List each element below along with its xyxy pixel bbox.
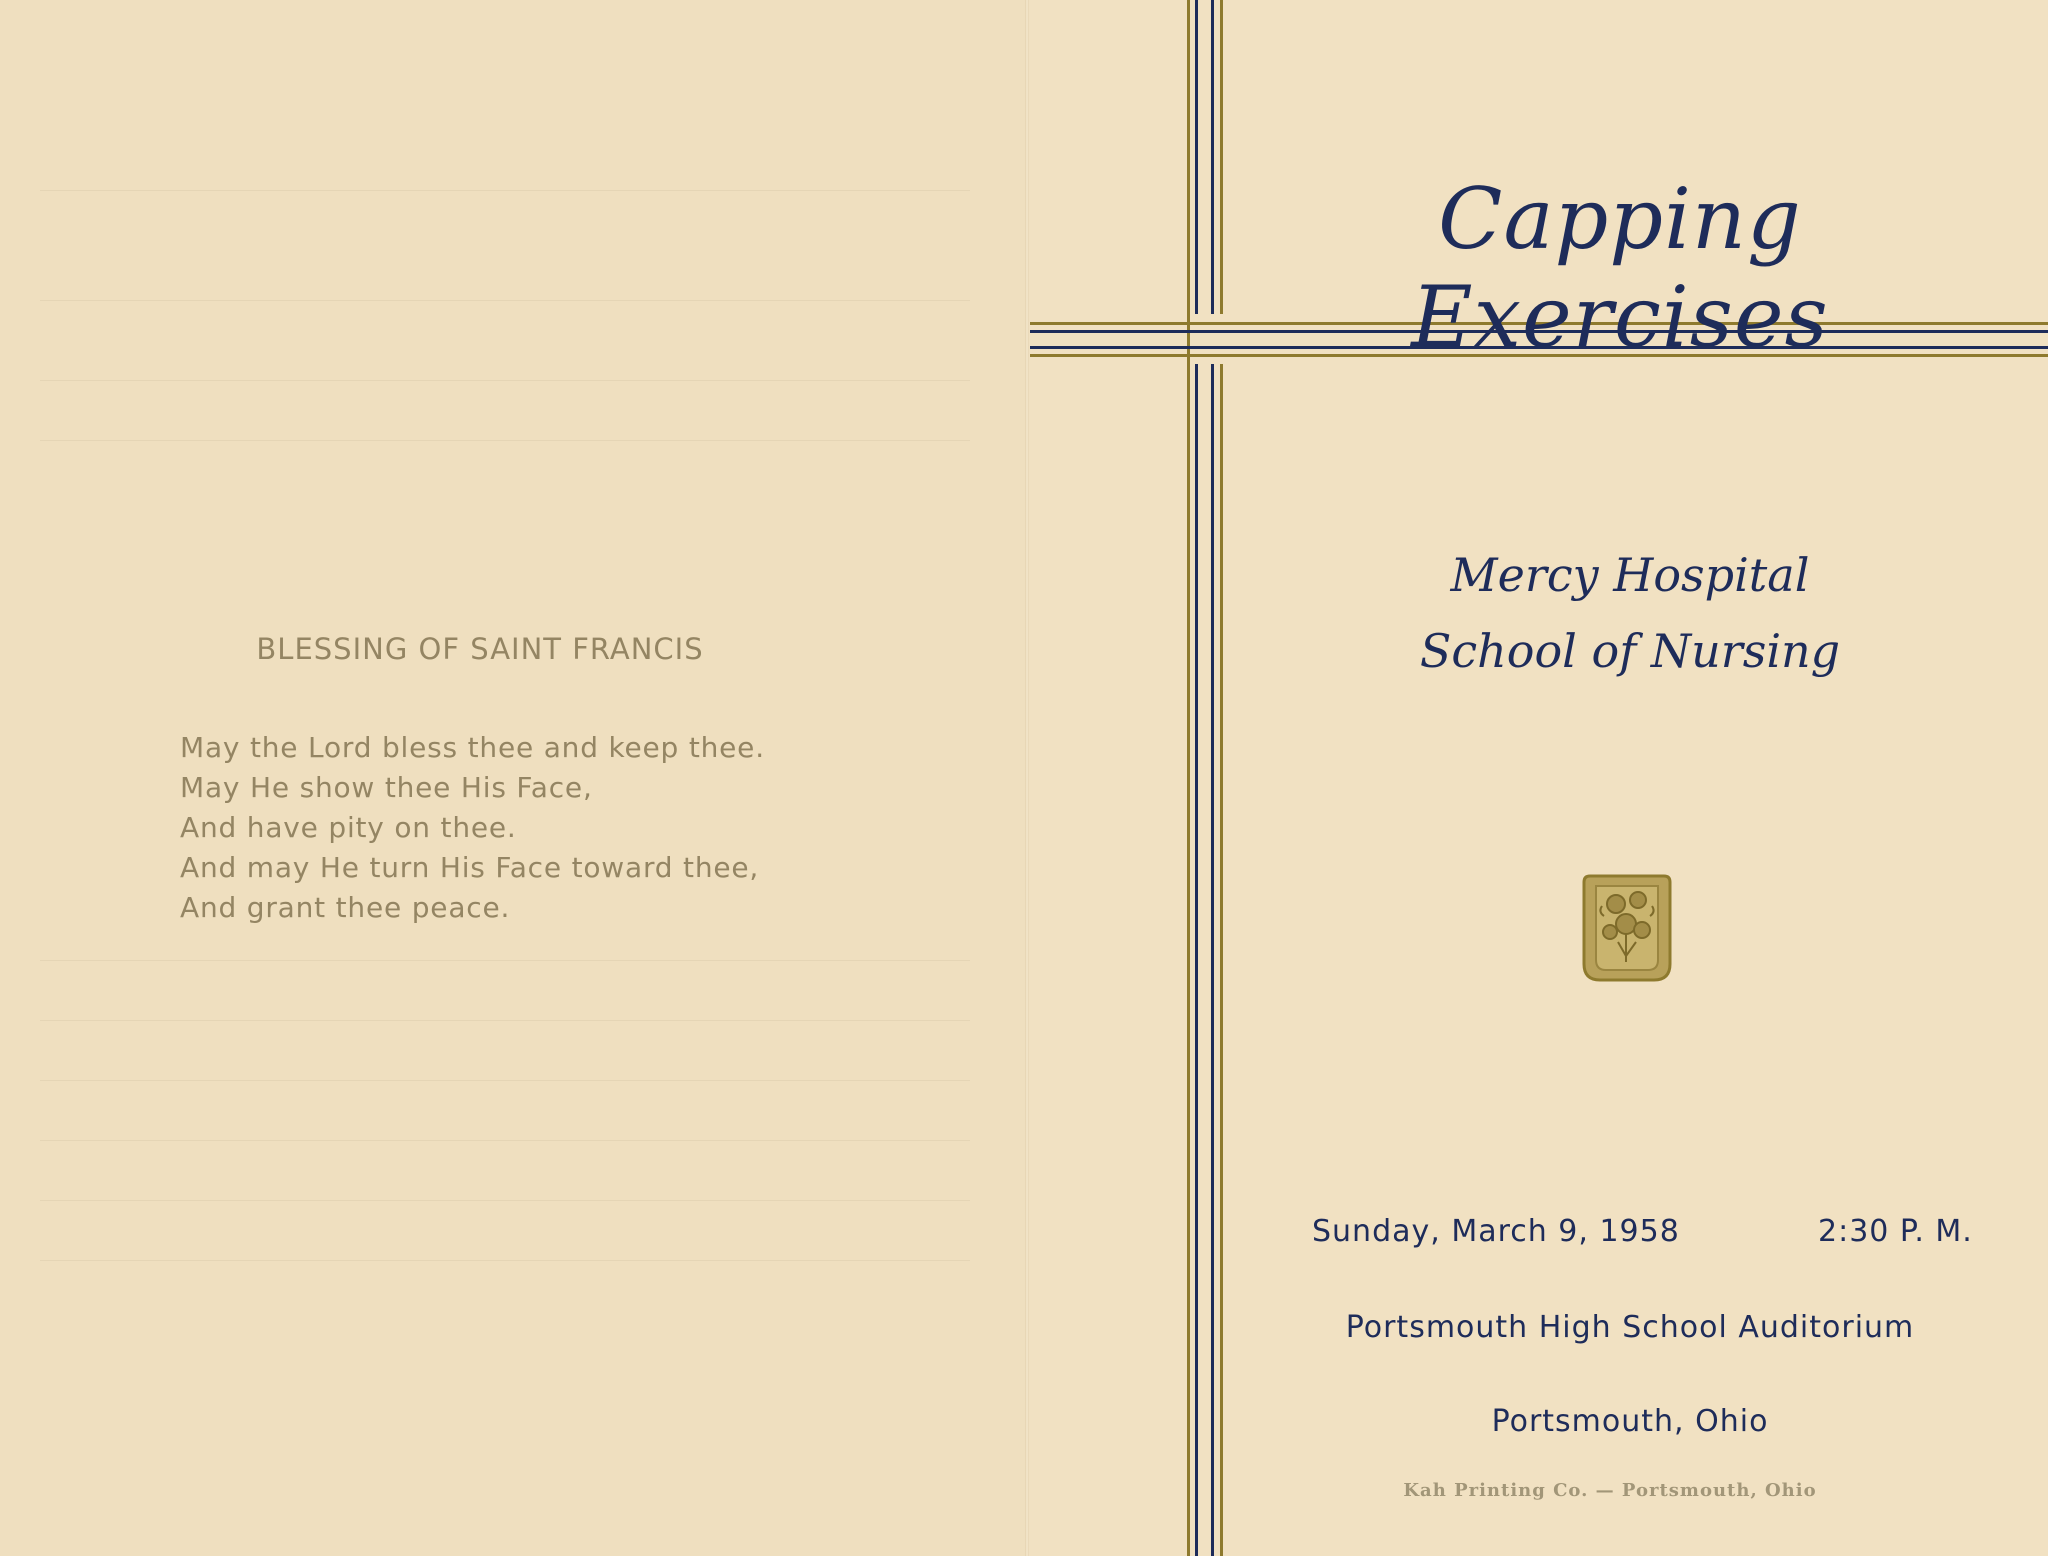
fold-crease <box>1025 0 1029 1556</box>
blessing-text <box>180 728 880 928</box>
institution-school: School of Nursing <box>1419 624 1841 678</box>
blessing-line: May the Lord bless thee and keep thee. <box>180 731 765 764</box>
show-through-line <box>40 190 970 191</box>
blessing-line: And may He turn His Face toward thee, <box>180 851 760 884</box>
show-through-line <box>40 960 970 961</box>
show-through-line <box>40 380 970 381</box>
event-venue: Portsmouth High School Auditorium <box>1345 1310 1915 1345</box>
printer-credit: Kah Printing Co. — Portsmouth, Ohio <box>1403 1480 1817 1501</box>
show-through-line <box>40 1020 970 1021</box>
show-through-line <box>40 1260 970 1261</box>
blessing-line: And have pity on thee. <box>180 811 517 844</box>
vertical-rule-gold <box>1187 0 1190 1556</box>
rose-bouquet-emblem-icon <box>1580 872 1674 984</box>
show-through-line <box>40 1200 970 1201</box>
program-title: Capping Exercises <box>1411 170 1829 366</box>
event-time: 2:30 P. M. <box>1818 1214 1973 1249</box>
blessing-heading: BLESSING OF SAINT FRANCIS <box>256 632 704 666</box>
vertical-rule-navy <box>1195 0 1198 1556</box>
vertical-rule-navy <box>1211 0 1214 1556</box>
blessing-line: And grant thee peace. <box>180 891 511 924</box>
show-through-line <box>40 440 970 441</box>
show-through-line <box>40 1140 970 1141</box>
blessing-line: May He show thee His Face, <box>180 771 593 804</box>
show-through-line <box>40 1080 970 1081</box>
vertical-rule-gold <box>1220 0 1223 1556</box>
event-city: Portsmouth, Ohio <box>1491 1404 1769 1439</box>
event-date: Sunday, March 9, 1958 <box>1312 1214 1680 1249</box>
show-through-line <box>40 300 970 301</box>
institution-name: Mercy Hospital <box>1450 548 1810 602</box>
